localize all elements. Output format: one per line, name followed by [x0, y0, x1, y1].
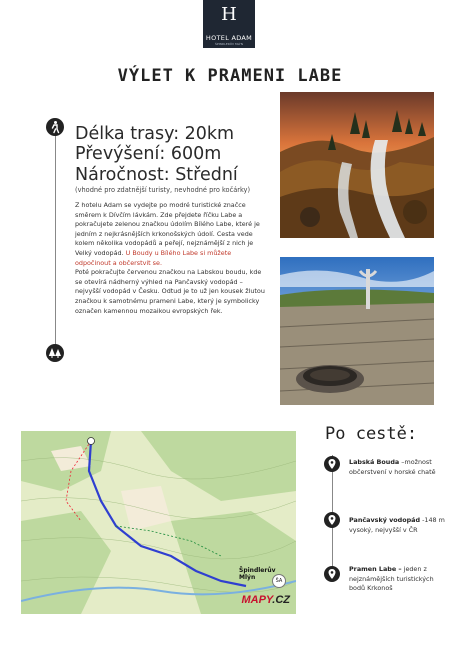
poi-labska-bouda	[349, 458, 449, 477]
mapy-brand: MAPY	[241, 594, 273, 606]
poi-name: Labská Bouda	[349, 458, 400, 466]
description-highlight: U Boudy u Bílého Labe si můžete odpočinout a občerstvit se.	[75, 248, 232, 267]
route-length: Délka trasy: 20km	[75, 124, 235, 144]
route-description	[75, 201, 265, 316]
route-map[interactable]	[21, 431, 296, 614]
map-town-label	[239, 567, 276, 581]
poi-name: Pančavský vodopád	[349, 516, 421, 524]
logo-name: HOTEL ADAM	[205, 34, 253, 42]
route-elevation: Převýšení: 600m	[75, 144, 222, 164]
poi-pancavsky-vodopad	[349, 516, 449, 535]
po-ceste-heading: Po cestě:	[325, 424, 418, 444]
elbe-spring-photo	[280, 257, 434, 405]
logo-tagline: ŠPINDLERŮV MLÝN	[215, 42, 243, 46]
description-part2: Poté pokračujte červenou značkou na Labskou boudu, kde se otevírá nádherný výhled na Pančavský vodopád – nejvyšší vodopád v Česku. Odtud je to už jen kousek žlutou značkou k samotnému prameni Labe, který je symbolicky označen kamennou mozaikou evropských řek.	[75, 268, 265, 315]
poi-text: –možnost občerstvení v horské chatě	[349, 458, 436, 476]
map-pin-icon	[324, 566, 340, 582]
waterfall-photo	[280, 92, 434, 238]
poi-text: -148 m vysoký, nejvyšší v ČR	[349, 516, 445, 534]
difficulty-note: (vhodné pro zdatnější turisty, nevhodné pro kočárky)	[75, 186, 251, 194]
map-pin-icon	[324, 512, 340, 528]
timeline-line	[55, 128, 56, 353]
page-title: VÝLET K PRAMENI LABE	[117, 66, 343, 86]
map-hotel-pin[interactable]: ŠA	[272, 574, 286, 588]
poi-text: jeden z nejznámějších turistických bodů Krkonoš	[349, 565, 434, 592]
poi-name: Pramen Labe –	[349, 565, 402, 573]
description-part1: Z hotelu Adam se vydejte po modré turistické značce směrem k Dívčím lávkám. Zde přejdete říčku Labe a pokračujete zelenou značkou údolím Bílého Labe, které je jedním z nejkrásnějších krkonošských údolí. Cesta vede kolem několika vodopádů a peřejí, nejznámější z nich je Velký vodopád.	[75, 201, 260, 257]
trees-icon	[46, 344, 64, 362]
mapy-suffix: .CZ	[272, 594, 290, 606]
route-difficulty: Náročnost: Střední	[75, 165, 238, 185]
hiker-icon	[46, 118, 64, 136]
hotel-logo	[203, 0, 255, 48]
mapy-cz-logo	[241, 594, 290, 606]
poi-pramen-labe	[349, 565, 449, 594]
logo-monogram: H	[221, 4, 237, 25]
map-town-line2: Mlýn	[239, 574, 256, 581]
map-pin-icon	[324, 456, 340, 472]
map-town-line1: Špindlerův	[239, 567, 276, 574]
